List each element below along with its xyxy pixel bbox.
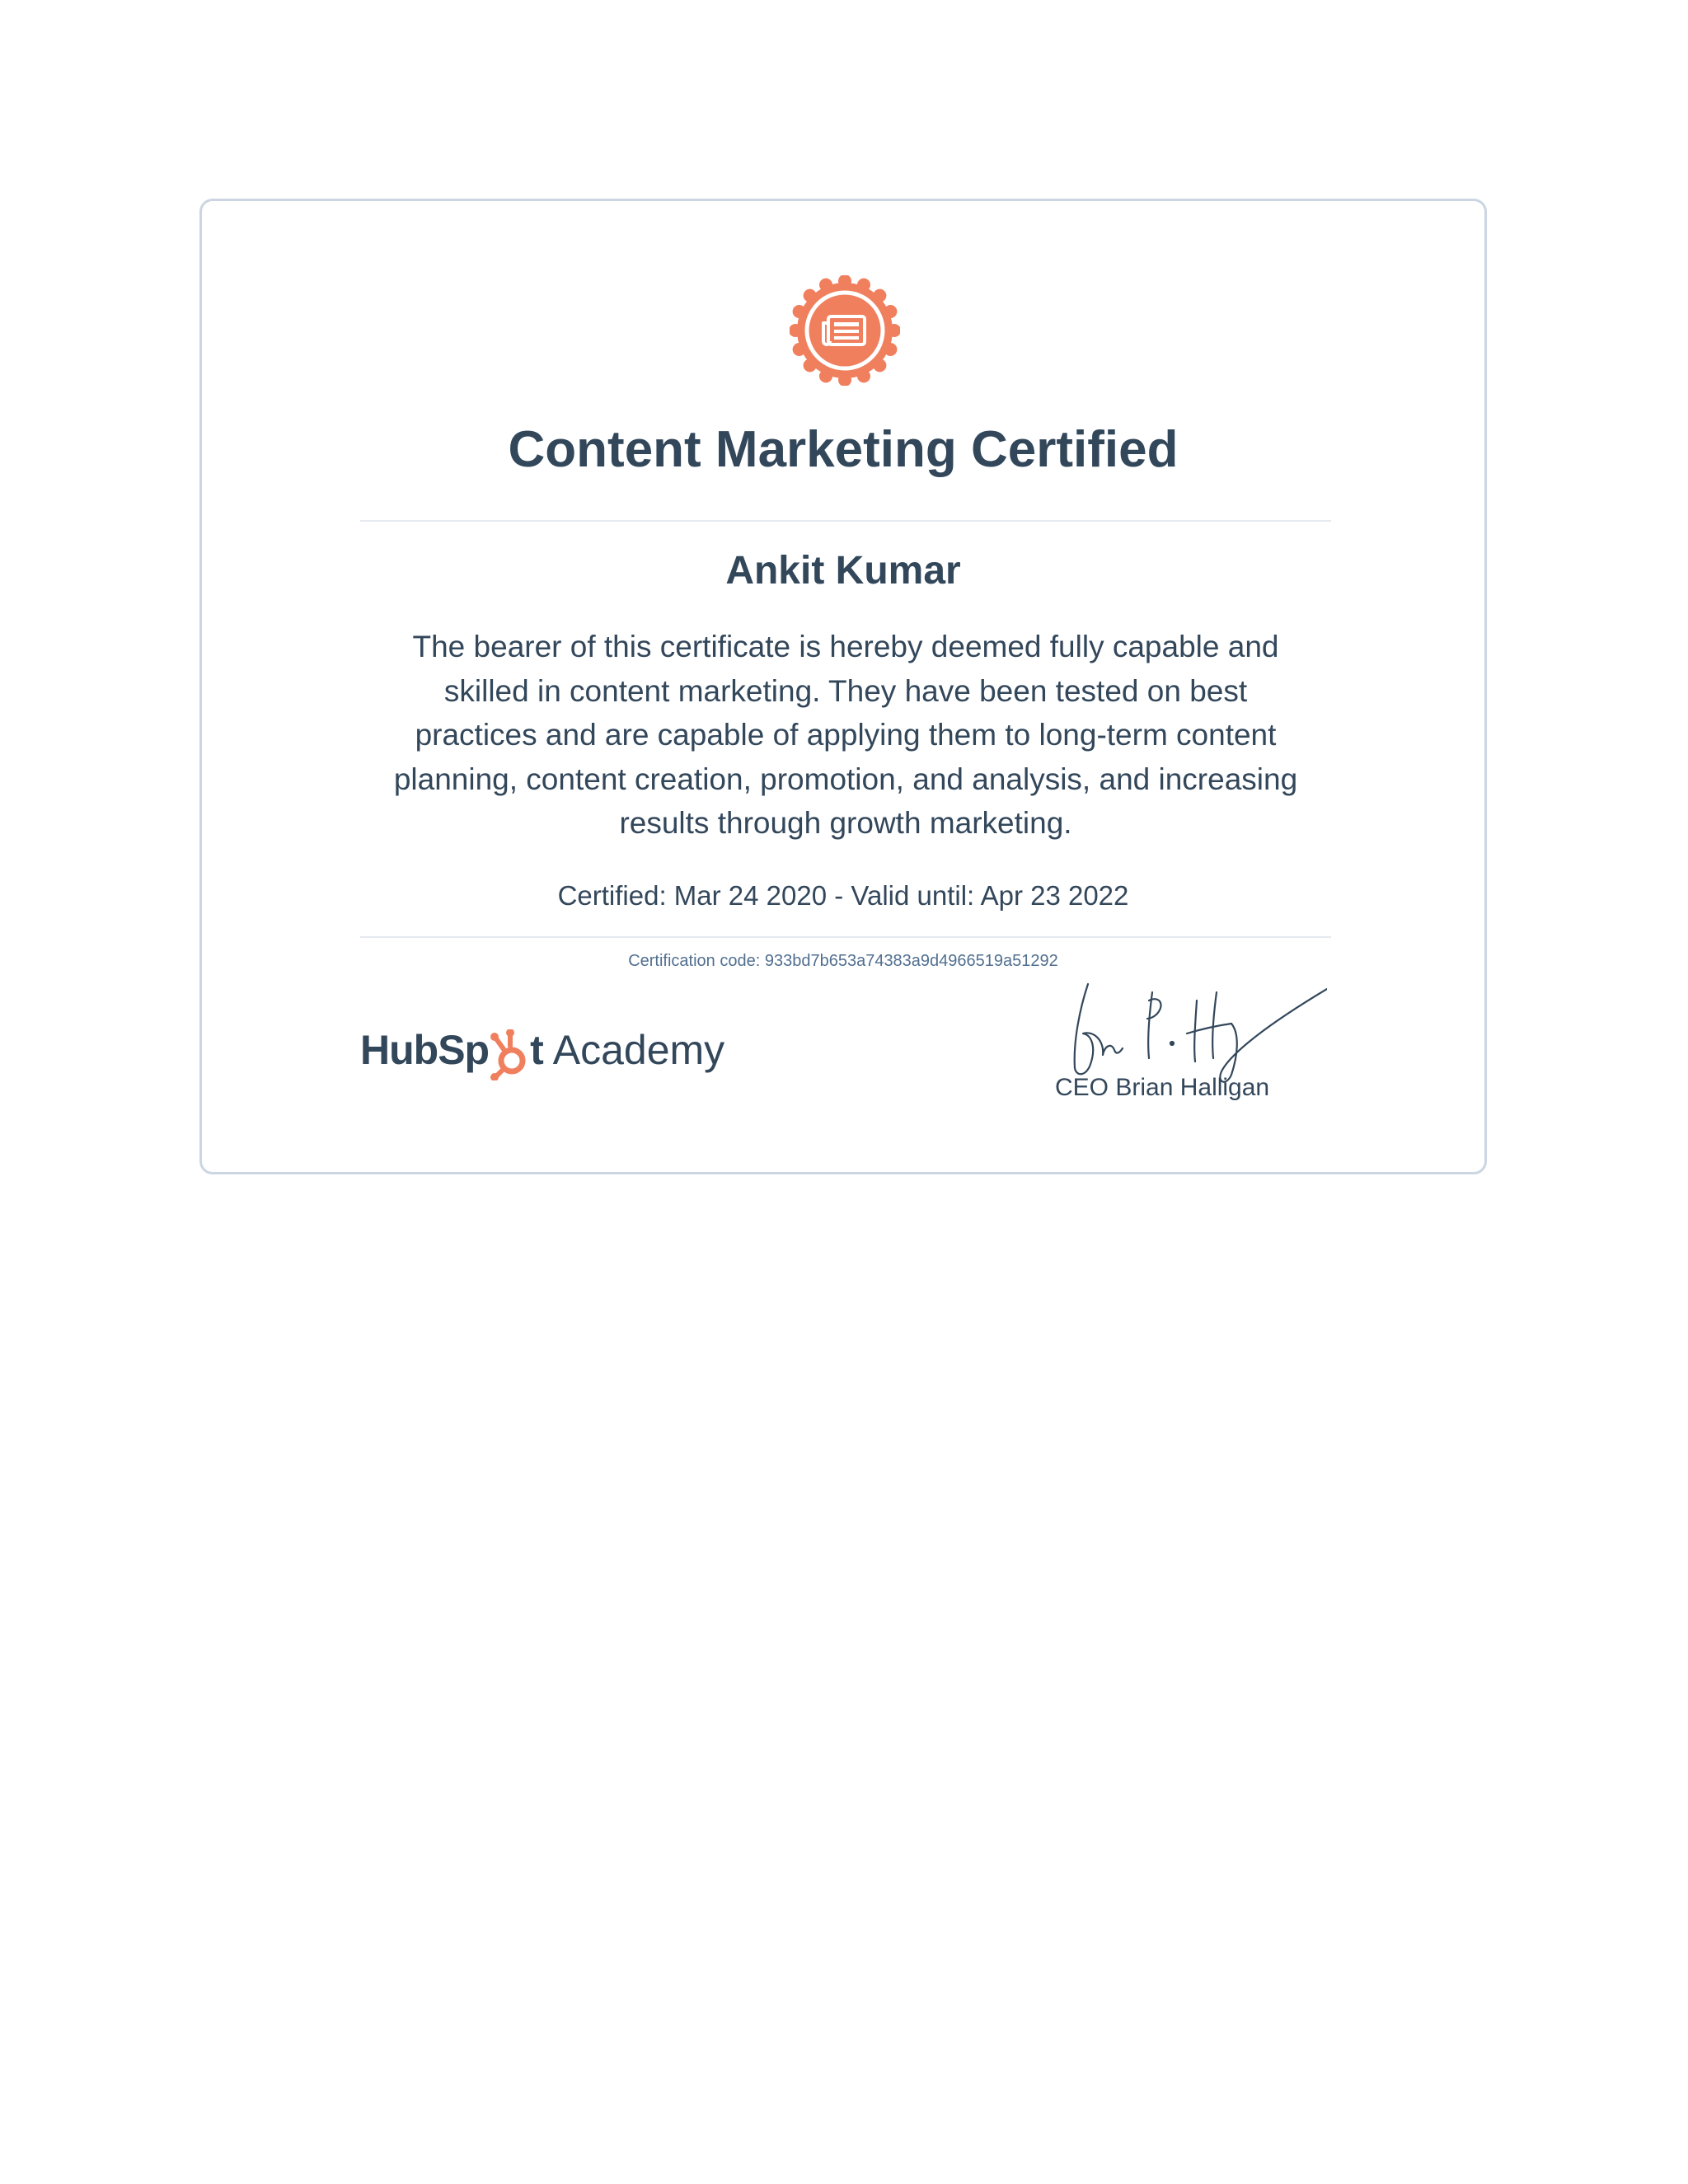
divider	[360, 936, 1331, 938]
certification-dates: Certified: Mar 24 2020 - Valid until: Apr 23 2022	[557, 880, 1129, 911]
hubspot-academy-logo	[360, 1017, 724, 1083]
certification-code: Certification code: 933bd7b653a74383a9d4966519a51292	[628, 952, 1058, 970]
certificate-description: The bearer of this certificate is hereby deemed fully capable and skilled in content marketing. They have been tested on best practices and are capable of applying them to long-term content planning, content creation, promotion, and analysis, and increasing results through growth marketing.	[393, 630, 1298, 840]
recipient-name: Ankit Kumar	[725, 549, 961, 593]
logo-wordmark-part1: HubSp	[360, 1027, 490, 1073]
logo-academy-text: Academy	[552, 1027, 725, 1073]
certificate-card	[199, 199, 1487, 1174]
divider	[360, 520, 1331, 522]
newspaper-badge-icon	[790, 275, 900, 386]
logo-wordmark-part2: t	[530, 1027, 543, 1073]
certificate-title: Content Marketing Certified	[508, 421, 1179, 478]
hubspot-sprocket-icon	[489, 1029, 532, 1080]
signer-caption: CEO Brian Halligan	[1055, 1074, 1270, 1101]
